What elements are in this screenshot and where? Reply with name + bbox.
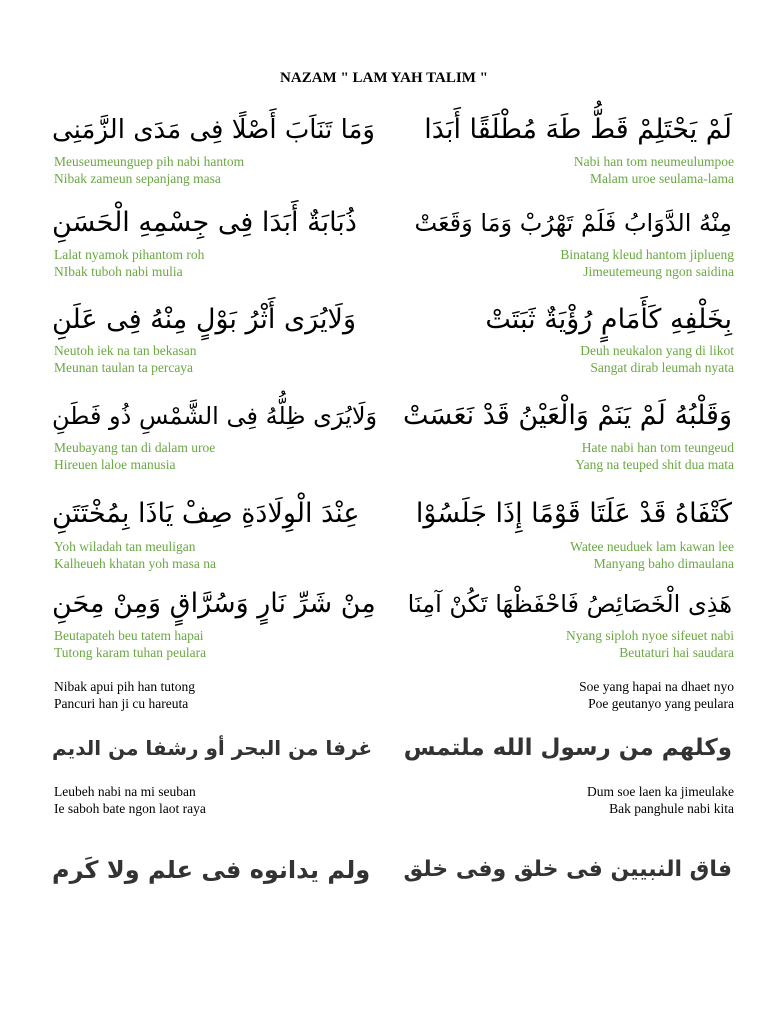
arabic-verse-left: وَلَايُرَى ظِلُّهُ فِى الشَّمْسِ ذُو فَطَنِ (52, 402, 378, 430)
arabic-verse-right: بِخَلْفِهِ كَأَمَامٍ رُؤْيَةٌ ثَبَتَتْ (485, 304, 732, 335)
translation-line: Ie saboh bate ngon laot raya (54, 801, 206, 816)
arabic-verse-left: وَلَايُرَى أَثْرُ بَوْلٍ مِنْهُ فِى عَلَنِ (52, 304, 356, 335)
translation-line: Meubayang tan di dalam uroe (54, 440, 216, 455)
translation-line: Poe geutanyo yang peulara (588, 696, 734, 711)
translation-line: Malam uroe seulama-lama (590, 171, 734, 186)
translation-line: Neutoh iek na tan bekasan (54, 343, 197, 358)
translation-line: Hate nabi han tom teungeud (581, 440, 734, 455)
translation-line: Tutong karam tuhan peulara (54, 645, 207, 660)
translation-line: Binatang kleud hantom jiplueng (560, 247, 734, 262)
translation-right (579, 678, 734, 712)
translation-line: Nibak apui pih han tutong (54, 679, 195, 694)
page-title: NAZAM " LAM YAH TALIM " (280, 70, 488, 86)
translation-line: Yang na teuped shit dua mata (575, 457, 734, 472)
arabic-verse-left: وَمَا تَنَاَبَ أَصْلًا فِى مَدَى الزَّمَنِى (52, 115, 375, 145)
translation-left (54, 538, 216, 572)
arabic-verse-left: غرفا من البحر أو رشفا من الديم (52, 736, 373, 760)
translation-left (54, 678, 195, 712)
translation-line: Lalat nyamok pihantom roh (54, 247, 205, 262)
arabic-verse-right: وكلهم من رسول الله ملتمس (403, 735, 732, 761)
arabic-verse-right: لَمْ يَحْتَلِمْ قَطُّ طَهَ مُطْلَقًا أَبَدَا (424, 114, 732, 145)
arabic-verse-left: ولم يدانوه فى علم ولا كَرم (52, 856, 371, 884)
translation-line: Nyang siploh nyoe sifeuet nabi (566, 628, 734, 643)
translation-line: Leubeh nabi na mi seuban (54, 784, 196, 799)
translation-line: Meuseumeunguep pih nabi hantom (54, 154, 245, 169)
translation-left (54, 439, 215, 473)
translation-line: Kalheueh khatan yoh masa na (54, 556, 216, 571)
arabic-verse-right: فاق النبيين فى خلق وفى خلق (403, 857, 732, 882)
arabic-verse-right: مِنْهُ الدَّوَابُ فَلَمْ تَهْرُبْ وَمَا وَقَعَتْ (414, 209, 732, 237)
translation-left (54, 342, 196, 376)
translation-line: Bak panghule nabi kita (609, 801, 734, 816)
translation-right (560, 246, 734, 280)
translation-left (54, 627, 206, 661)
translation-line: Watee neuduek lam kawan lee (570, 539, 734, 554)
translation-left (54, 153, 244, 187)
translation-line: Hireuen laloe manusia (54, 457, 176, 472)
translation-line: Beutaturi hai saudara (619, 645, 734, 660)
translation-line: Deuh neukalon yang di likot (580, 343, 734, 358)
translation-line: Sangat dirab leumah nyata (590, 360, 734, 375)
translation-right (587, 783, 734, 817)
translation-line: Soe yang hapai na dhaet nyo (579, 679, 734, 694)
translation-line: Manyang baho dimaulana (593, 556, 734, 571)
translation-line: Pancuri han ji cu hareuta (54, 696, 189, 711)
translation-right (580, 342, 734, 376)
translation-left (54, 783, 206, 817)
arabic-verse-left: ذُبَابَةٌ أَبَدَا فِى جِسْمِهِ الْحَسَنِ (52, 207, 357, 238)
translation-line: NIbak tuboh nabi mulia (54, 264, 183, 279)
arabic-verse-right: وَقَلْبُهُ لَمْ يَنَمْ وَالْعَيْنُ قَدْ نَعَسَتْ (403, 400, 732, 431)
translation-line: Jimeutemeung ngon saidina (583, 264, 734, 279)
translation-right (570, 538, 734, 572)
translation-line: Nibak zameun sepanjang masa (54, 171, 221, 186)
translation-right (575, 439, 734, 473)
translation-right (566, 627, 734, 661)
arabic-verse-left: عِنْدَ الْوِلَادَةِ صِفْ يَاذَا بِمُخْتَتَنِ (52, 498, 360, 529)
translation-line: Dum soe laen ka jimeulake (587, 784, 734, 799)
translation-line: Yoh wiladah tan meuligan (54, 539, 196, 554)
arabic-verse-right: كَتْفَاهُ قَدْ عَلَتَا قَوْمًا إِذَا جَلَسُوْا (415, 498, 732, 529)
arabic-verse-right: هَذِى الْخَصَائِصُ فَاحْفَظْهَا تَكُنْ آمِنَا (407, 590, 732, 618)
translation-left (54, 246, 204, 280)
arabic-verse-left: مِنْ شَرِّ نَارٍ وَسُرَّاقٍ وَمِنْ مِحَنِ (52, 588, 376, 619)
translation-right (574, 153, 734, 187)
translation-line: Meunan taulan ta percaya (54, 360, 194, 375)
translation-line: Beutapateh beu tatem hapai (54, 628, 204, 643)
translation-line: Nabi han tom neumeulumpoe (573, 154, 734, 169)
